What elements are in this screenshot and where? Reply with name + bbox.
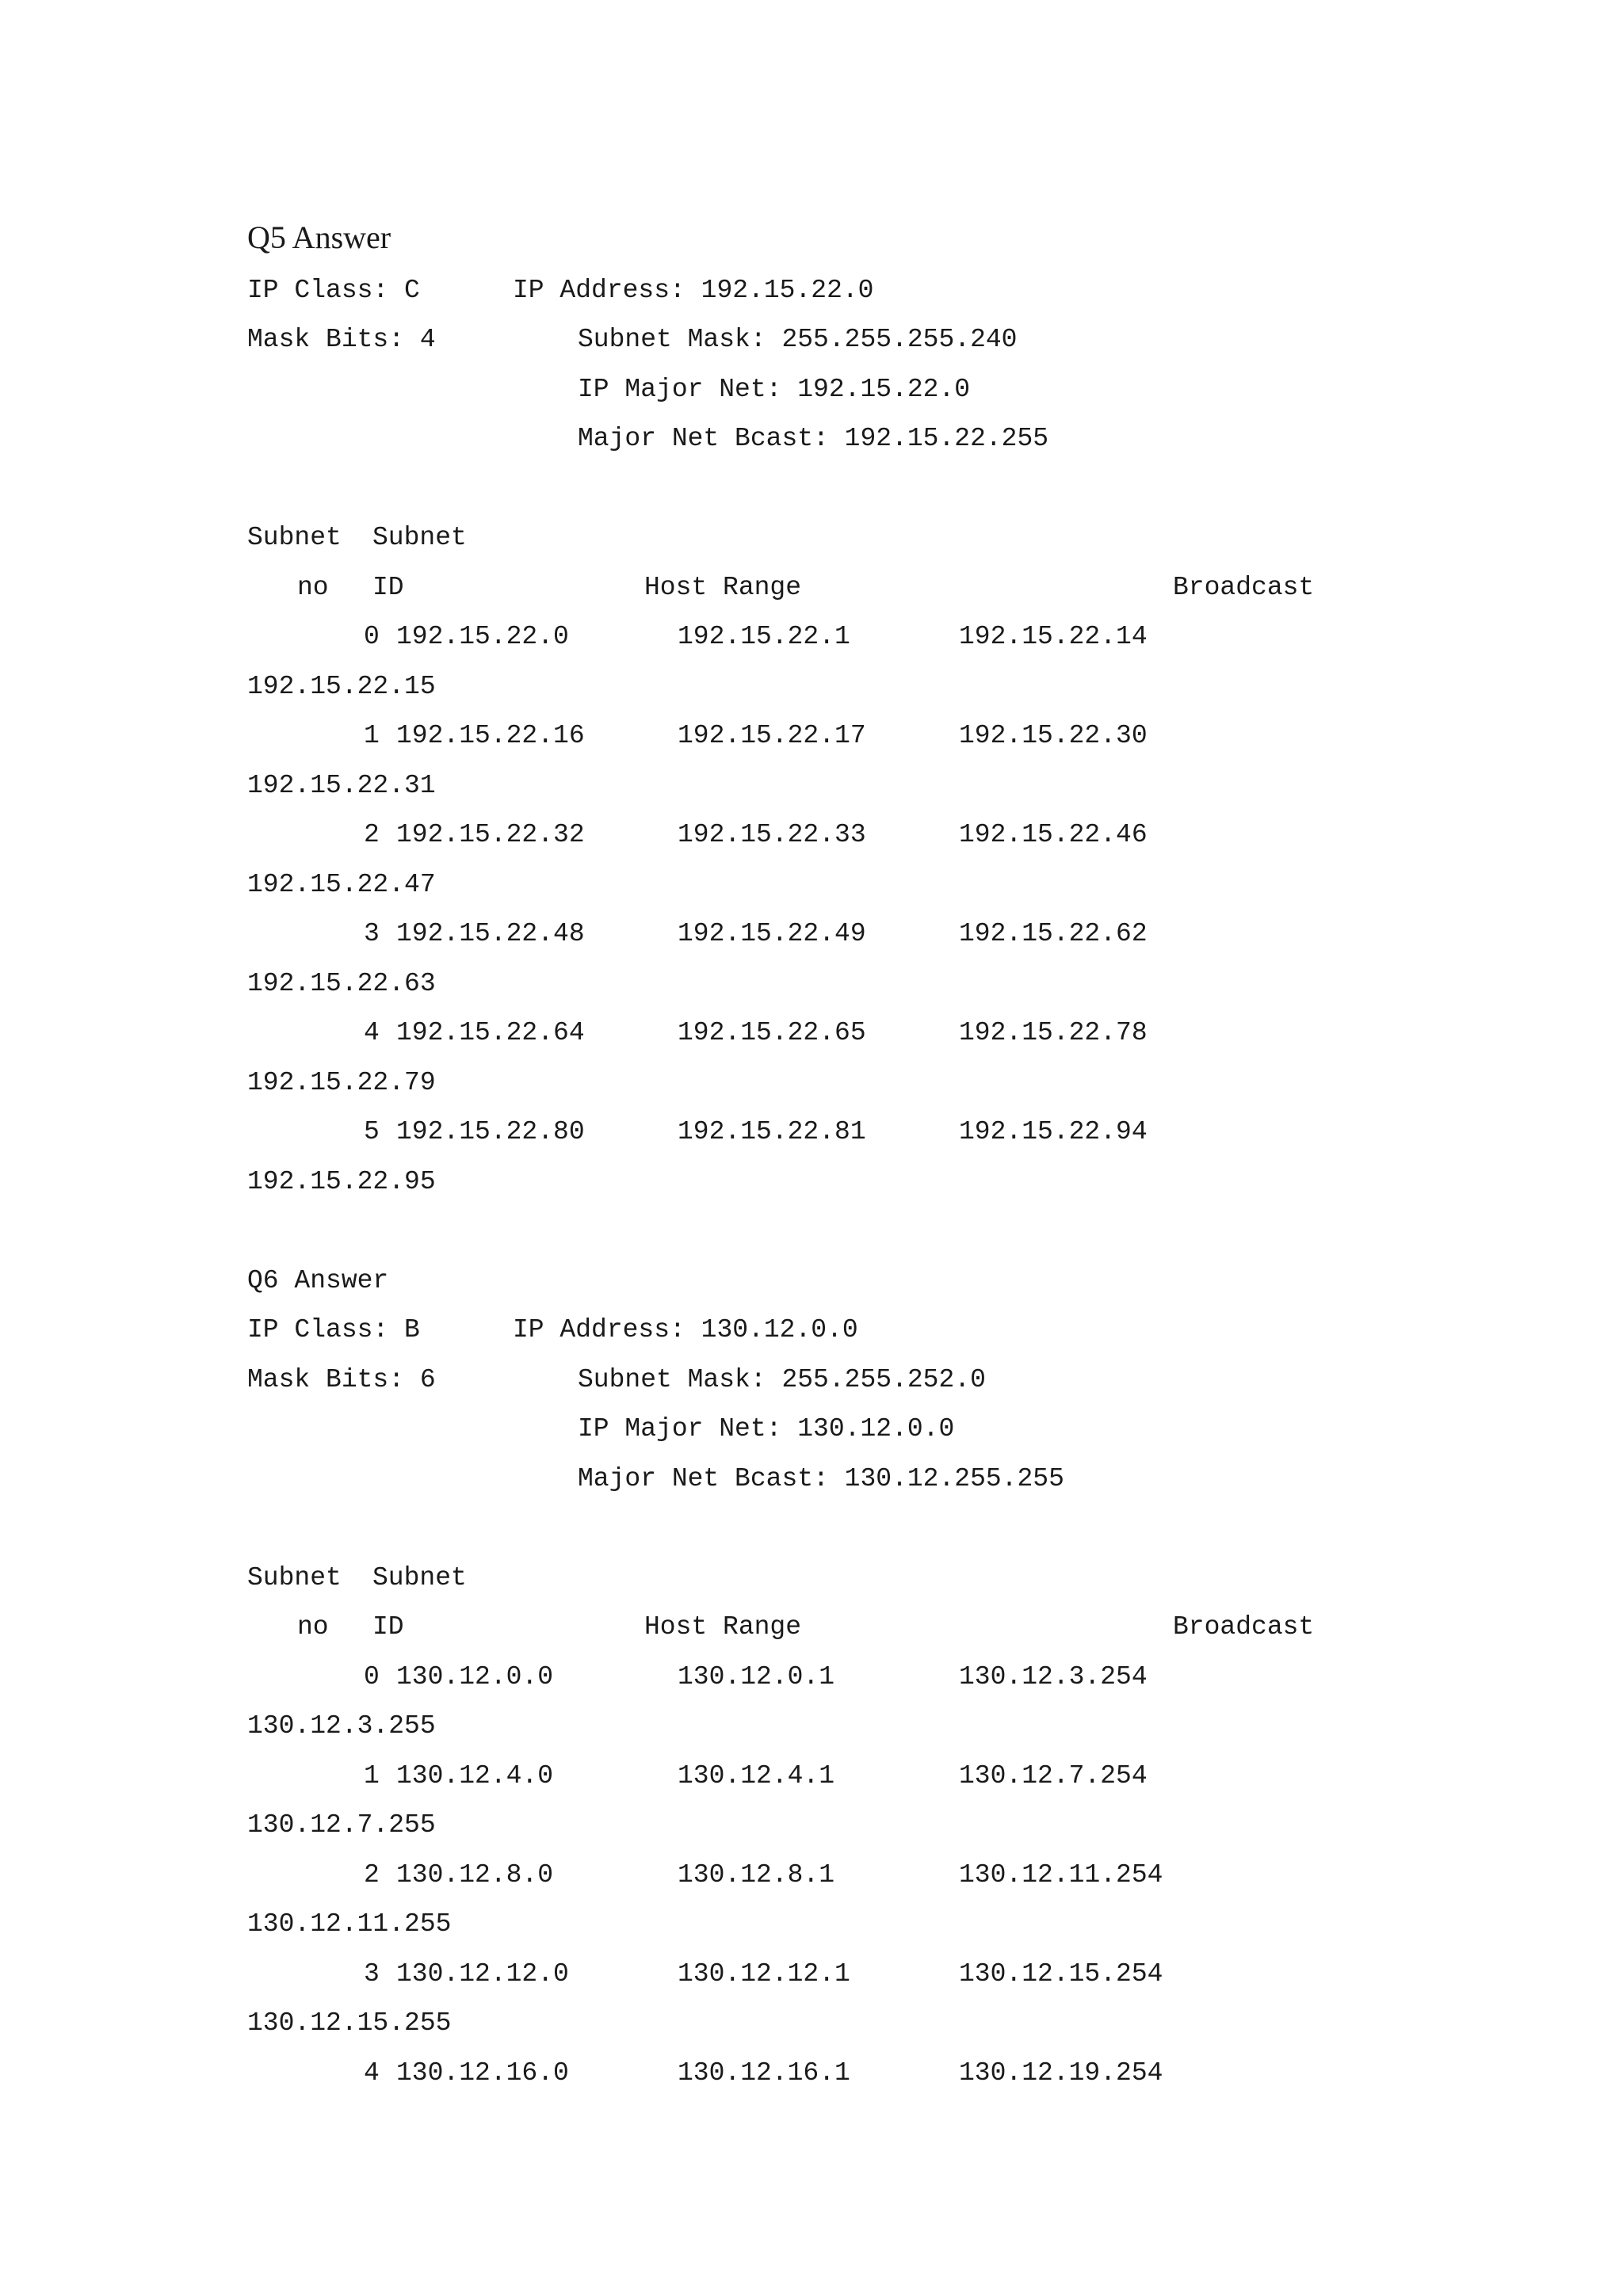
q6-row-1-broadcast: 130.12.7.255 <box>247 1810 436 1840</box>
q5-header-no: no <box>297 573 329 602</box>
q5-row-4-host-end: 192.15.22.78 <box>959 1018 1148 1047</box>
q5-row-4-host-start: 192.15.22.65 <box>678 1018 866 1047</box>
q6-row-2-no: 2 <box>364 1860 380 1890</box>
q5-row-0-host-start: 192.15.22.1 <box>678 622 850 651</box>
q6-ip-major-net: IP Major Net: 130.12.0.0 <box>578 1414 955 1444</box>
q6-row-3-id: 130.12.12.0 <box>396 1959 569 1989</box>
q5-header-host-range: Host Range <box>644 573 802 602</box>
q5-ip-address: IP Address: 192.15.22.0 <box>513 276 874 305</box>
q5-row-1-host-start: 192.15.22.17 <box>678 721 866 750</box>
q5-row-0-host-end: 192.15.22.14 <box>959 622 1148 651</box>
q6-row-3-host-start: 130.12.12.1 <box>678 1959 850 1989</box>
q6-row-4-id: 130.12.16.0 <box>396 2058 569 2088</box>
q6-major-net-bcast: Major Net Bcast: 130.12.255.255 <box>578 1464 1064 1493</box>
q5-subnet-mask: Subnet Mask: 255.255.255.240 <box>578 325 1018 354</box>
q6-header-host-range: Host Range <box>644 1612 802 1642</box>
q5-ip-major-net: IP Major Net: 192.15.22.0 <box>578 375 971 404</box>
q5-row-3-host-end: 192.15.22.62 <box>959 919 1148 948</box>
q5-row-3-host-start: 192.15.22.49 <box>678 919 866 948</box>
q5-row-2-host-end: 192.15.22.46 <box>959 820 1148 849</box>
q5-row-5-host-start: 192.15.22.81 <box>678 1117 866 1146</box>
q5-header-broadcast: Broadcast <box>1173 573 1315 602</box>
q5-row-2-host-start: 192.15.22.33 <box>678 820 866 849</box>
q6-row-1-host-start: 130.12.4.1 <box>678 1761 835 1791</box>
q5-row-0-broadcast: 192.15.22.15 <box>247 672 436 701</box>
q5-header-subnet-b: Subnet <box>372 523 467 552</box>
q5-row-5-broadcast: 192.15.22.95 <box>247 1167 436 1196</box>
q6-row-4-host-end: 130.12.19.254 <box>959 2058 1163 2088</box>
q5-row-1-no: 1 <box>364 721 380 750</box>
q5-row-2-no: 2 <box>364 820 380 849</box>
q5-row-5-no: 5 <box>364 1117 380 1146</box>
q5-row-0-no: 0 <box>364 622 380 651</box>
q5-row-1-host-end: 192.15.22.30 <box>959 721 1148 750</box>
q5-row-5-id: 192.15.22.80 <box>396 1117 585 1146</box>
q5-row-4-id: 192.15.22.64 <box>396 1018 585 1047</box>
q6-header-broadcast: Broadcast <box>1173 1612 1315 1642</box>
q6-row-3-broadcast: 130.12.15.255 <box>247 2008 452 2038</box>
q5-row-2-broadcast: 192.15.22.47 <box>247 870 436 899</box>
q6-row-1-no: 1 <box>364 1761 380 1791</box>
q6-header-subnet-b: Subnet <box>372 1563 467 1592</box>
q6-subnet-mask: Subnet Mask: 255.255.252.0 <box>578 1365 986 1394</box>
q5-row-3-no: 3 <box>364 919 380 948</box>
q5-mask-bits: Mask Bits: 4 <box>247 325 436 354</box>
q6-row-2-broadcast: 130.12.11.255 <box>247 1909 452 1939</box>
q5-row-0-id: 192.15.22.0 <box>396 622 569 651</box>
q6-ip-address: IP Address: 130.12.0.0 <box>513 1315 858 1344</box>
q5-row-5-host-end: 192.15.22.94 <box>959 1117 1148 1146</box>
q6-row-1-host-end: 130.12.7.254 <box>959 1761 1148 1791</box>
q6-row-3-host-end: 130.12.15.254 <box>959 1959 1163 1989</box>
q5-row-2-id: 192.15.22.32 <box>396 820 585 849</box>
q5-row-1-id: 192.15.22.16 <box>396 721 585 750</box>
q6-header-no: no <box>297 1612 329 1642</box>
q6-row-2-host-end: 130.12.11.254 <box>959 1860 1163 1890</box>
q5-row-1-broadcast: 192.15.22.31 <box>247 771 436 800</box>
q5-row-4-broadcast: 192.15.22.79 <box>247 1068 436 1097</box>
q6-row-2-host-start: 130.12.8.1 <box>678 1860 835 1890</box>
q6-header-id: ID <box>372 1612 404 1642</box>
q5-row-3-broadcast: 192.15.22.63 <box>247 969 436 998</box>
q6-row-4-host-start: 130.12.16.1 <box>678 2058 850 2088</box>
q6-heading: Q6 Answer <box>247 1266 389 1295</box>
q6-header-subnet-a: Subnet <box>247 1563 342 1592</box>
q6-row-3-no: 3 <box>364 1959 380 1989</box>
q6-row-0-host-start: 130.12.0.1 <box>678 1662 835 1691</box>
q6-row-0-host-end: 130.12.3.254 <box>959 1662 1148 1691</box>
q5-row-4-no: 4 <box>364 1018 380 1047</box>
q6-row-1-id: 130.12.4.0 <box>396 1761 554 1791</box>
q6-row-2-id: 130.12.8.0 <box>396 1860 554 1890</box>
q6-row-0-id: 130.12.0.0 <box>396 1662 554 1691</box>
q5-major-net-bcast: Major Net Bcast: 192.15.22.255 <box>578 424 1049 453</box>
q5-header-id: ID <box>372 573 404 602</box>
q6-row-0-no: 0 <box>364 1662 380 1691</box>
q5-header-subnet-a: Subnet <box>247 523 342 552</box>
q5-ip-class: IP Class: C <box>247 276 420 305</box>
q6-row-0-broadcast: 130.12.3.255 <box>247 1711 436 1741</box>
q6-ip-class: IP Class: B <box>247 1315 420 1344</box>
q5-row-3-id: 192.15.22.48 <box>396 919 585 948</box>
q6-mask-bits: Mask Bits: 6 <box>247 1365 436 1394</box>
q5-heading: Q5 Answer <box>247 219 391 255</box>
q6-row-4-no: 4 <box>364 2058 380 2088</box>
